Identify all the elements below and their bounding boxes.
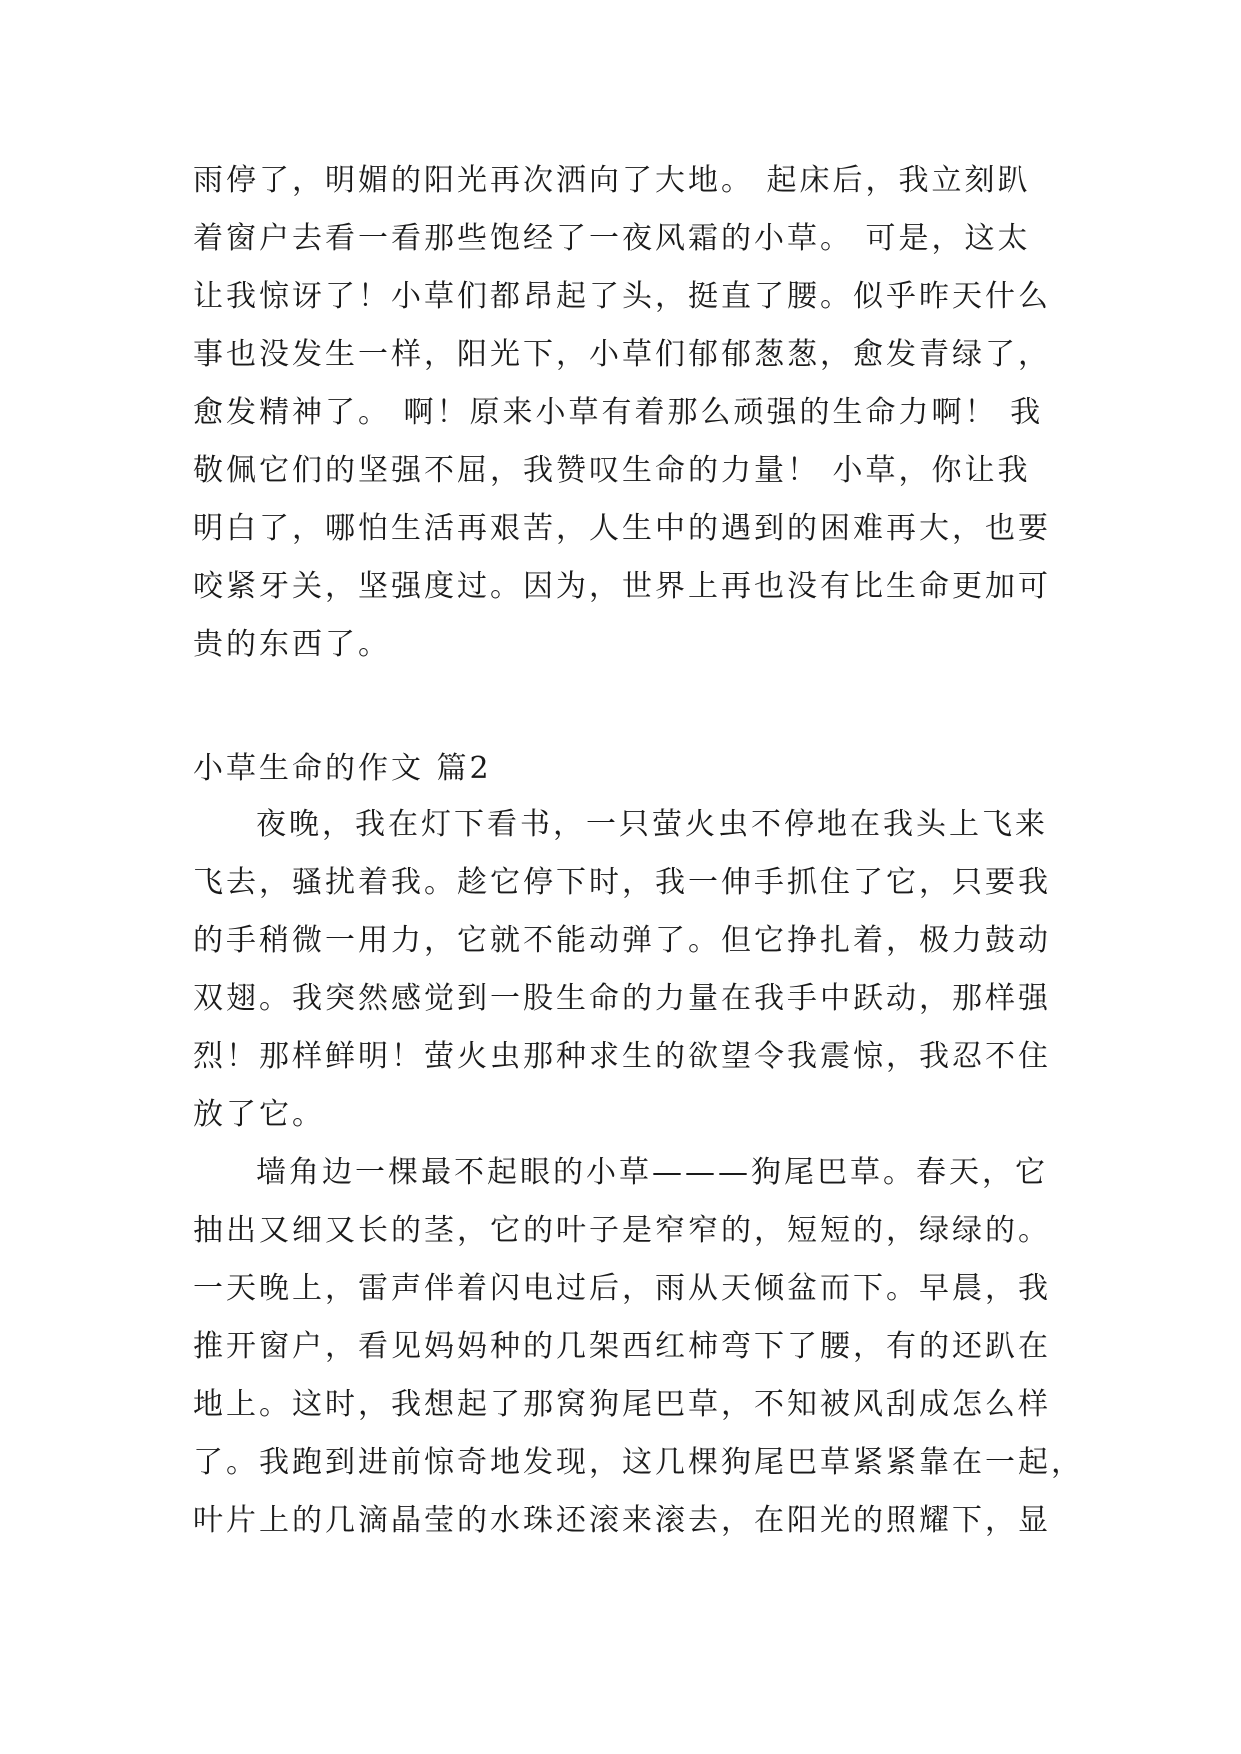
text-line: 愈发精神了。 啊！原来小草有着那么顽强的生命力啊！ 我 (193, 395, 1044, 430)
text-line: 事也没发生一样，阳光下，小草们郁郁葱葱，愈发青绿了， (193, 337, 1051, 372)
text-line: 着窗户去看一看那些饱经了一夜风霜的小草。 可是，这太 (193, 221, 1031, 256)
text-line: 了。我跑到进前惊奇地发现，这几棵狗尾巴草紧紧靠在一起， (193, 1445, 1084, 1480)
text-line: 的手稍微一用力，它就不能动弹了。但它挣扎着，极力鼓动 (193, 923, 1051, 958)
text-line: 抽出又细又长的茎，它的叶子是窄窄的，短短的，绿绿的。 (193, 1213, 1051, 1248)
continuation-paragraph (193, 152, 1053, 674)
text-line: 夜晚，我在灯下看书，一只萤火虫不停地在我头上飞来 (256, 807, 1048, 842)
text-line: 贵的东西了。 (193, 627, 391, 662)
section-title-block (193, 740, 1053, 798)
text-line: 让我惊讶了！小草们都昂起了头，挺直了腰。似乎昨天什么 (193, 279, 1051, 314)
text-line: 咬紧牙关，坚强度过。因为，世界上再也没有比生命更加可 (193, 569, 1051, 604)
text-line: 一天晚上，雷声伴着闪电过后，雨从天倾盆而下。早晨，我 (193, 1271, 1051, 1306)
text-line: 地上。这时，我想起了那窝狗尾巴草，不知被风刮成怎么样 (193, 1387, 1051, 1422)
text-line: 放了它。 (193, 1097, 325, 1132)
text-line: 飞去，骚扰着我。趁它停下时，我一伸手抓住了它，只要我 (193, 865, 1051, 900)
text-line: 明白了，哪怕生活再艰苦，人生中的遇到的困难再大，也要 (193, 511, 1051, 546)
essay-body (193, 796, 1084, 1550)
section-title: 小草生命的作文 篇2 (193, 751, 492, 786)
paragraph (193, 796, 1053, 1144)
text-line: 墙角边一棵最不起眼的小草———狗尾巴草。春天，它 (256, 1155, 1048, 1190)
text-line: 叶片上的几滴晶莹的水珠还滚来滚去，在阳光的照耀下，显 (193, 1503, 1051, 1538)
paragraph (193, 1144, 1084, 1550)
text-line: 双翅。我突然感觉到一股生命的力量在我手中跃动，那样强 (193, 981, 1051, 1016)
text-line: 雨停了，明媚的阳光再次洒向了大地。 起床后，我立刻趴 (193, 163, 1031, 198)
text-line: 推开窗户，看见妈妈种的几架西红柿弯下了腰，有的还趴在 (193, 1329, 1051, 1364)
text-line: 烈！那样鲜明！萤火虫那种求生的欲望令我震惊，我忍不住 (193, 1039, 1051, 1074)
text-line: 敬佩它们的坚强不屈，我赞叹生命的力量！ 小草，你让我 (193, 453, 1031, 488)
